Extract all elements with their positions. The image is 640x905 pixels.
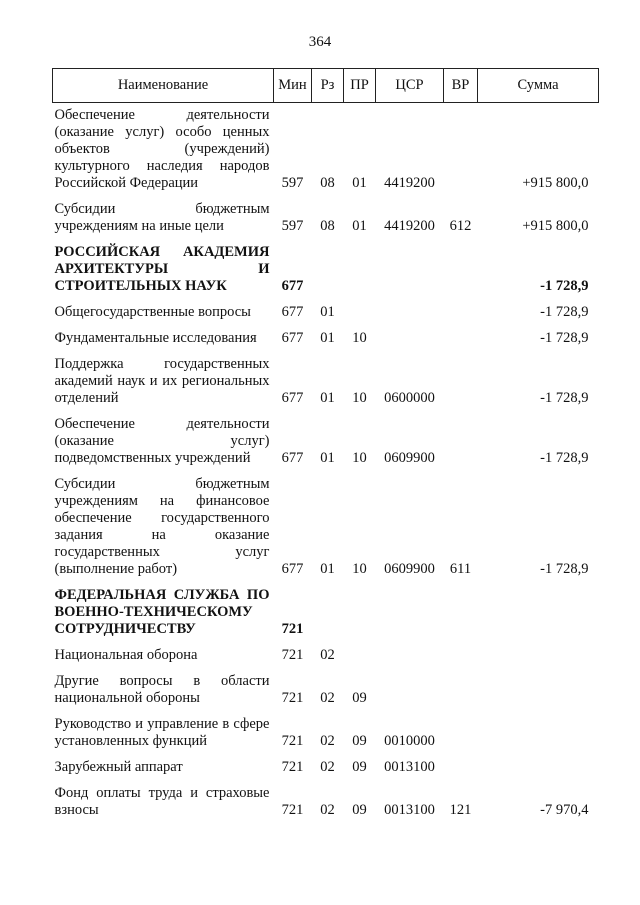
- table-header: [53, 69, 599, 103]
- cell-sum: -1 728,9: [540, 390, 589, 406]
- cell-vr: [444, 707, 478, 750]
- cell-min: 677: [281, 390, 304, 406]
- cell-rz: 01: [320, 330, 335, 346]
- cell-min: 677: [281, 450, 304, 466]
- cell-sum: -1 728,9: [540, 561, 589, 577]
- cell-sum: -7 970,4: [540, 802, 589, 818]
- cell-rz: 02: [320, 647, 335, 663]
- header-pr: ПР: [344, 69, 376, 103]
- cell-name: Фонд оплаты труда и страховые взносы: [54, 785, 270, 818]
- cell-sum: -1 728,9: [540, 278, 589, 294]
- table-row-section: [53, 235, 599, 295]
- cell-name: Другие вопросы в области национальной обороны: [54, 673, 270, 706]
- table-body: [53, 103, 599, 820]
- cell-vr: [444, 103, 478, 193]
- cell-pr: 09: [352, 733, 367, 749]
- cell-csr: 0013100: [384, 802, 435, 818]
- cell-pr: [344, 638, 376, 664]
- cell-name: ФЕДЕРАЛЬНАЯ СЛУЖБА ПО ВОЕННО-ТЕХНИЧЕСКОМУ СОТРУДНИЧЕСТВУ: [54, 587, 270, 637]
- cell-csr: [376, 295, 444, 321]
- cell-rz: 01: [320, 304, 335, 320]
- cell-vr: [444, 578, 478, 638]
- cell-csr: [376, 578, 444, 638]
- cell-name: Субсидии бюджетным учреждениям на иные цели: [54, 201, 270, 234]
- cell-csr: 0609900: [384, 450, 435, 466]
- cell-vr: [444, 321, 478, 347]
- cell-min: 677: [281, 561, 304, 577]
- cell-min: 677: [281, 278, 304, 294]
- cell-rz: 02: [320, 690, 335, 706]
- cell-sum: [478, 750, 599, 776]
- cell-min: 721: [281, 647, 304, 663]
- cell-vr: [444, 638, 478, 664]
- cell-vr: [444, 664, 478, 707]
- cell-csr: 0600000: [384, 390, 435, 406]
- cell-name: Поддержка государственных академий наук и их региональных отделений: [54, 356, 270, 406]
- cell-csr: [376, 321, 444, 347]
- cell-csr: 0609900: [384, 561, 435, 577]
- table-row: [53, 295, 599, 321]
- cell-sum: -1 728,9: [540, 450, 589, 466]
- cell-pr: [344, 578, 376, 638]
- cell-sum: [478, 664, 599, 707]
- cell-sum: [478, 707, 599, 750]
- cell-sum: -1 728,9: [540, 330, 589, 346]
- cell-rz: 02: [320, 759, 335, 775]
- cell-sum: -1 728,9: [540, 304, 589, 320]
- table-row: [53, 321, 599, 347]
- cell-min: 721: [281, 621, 304, 637]
- table-row: [53, 707, 599, 750]
- cell-rz: [312, 578, 344, 638]
- table-row: [53, 407, 599, 467]
- cell-rz: 01: [320, 390, 335, 406]
- table-row: [53, 467, 599, 578]
- cell-name: Зарубежный аппарат: [54, 759, 183, 775]
- table-row: [53, 776, 599, 819]
- cell-vr: [444, 347, 478, 407]
- cell-rz: 01: [320, 561, 335, 577]
- cell-min: 721: [281, 759, 304, 775]
- cell-name: Руководство и управление в сфере установленных функций: [54, 716, 270, 749]
- cell-pr: 01: [352, 175, 367, 191]
- cell-pr: 09: [352, 690, 367, 706]
- table-row: [53, 192, 599, 235]
- header-name: Наименование: [53, 69, 274, 103]
- cell-rz: [312, 235, 344, 295]
- header-vr: ВР: [444, 69, 478, 103]
- cell-min: 597: [281, 218, 304, 234]
- cell-csr: 4419200: [384, 218, 435, 234]
- cell-vr: 121: [449, 802, 472, 818]
- header-csr: ЦСР: [376, 69, 444, 103]
- cell-vr: [444, 407, 478, 467]
- cell-rz: 02: [320, 802, 335, 818]
- budget-table: [52, 68, 599, 819]
- cell-name: Обеспечение деятельности (оказание услуг) особо ценных объектов (учреждений) культурного наследия народов Российской Федерации: [54, 107, 270, 191]
- cell-min: 677: [281, 330, 304, 346]
- table-row: [53, 347, 599, 407]
- cell-pr: [344, 235, 376, 295]
- cell-pr: 10: [352, 390, 367, 406]
- cell-csr: 0010000: [384, 733, 435, 749]
- cell-pr: 09: [352, 802, 367, 818]
- cell-vr: 611: [449, 561, 472, 577]
- cell-vr: [444, 295, 478, 321]
- cell-vr: 612: [449, 218, 472, 234]
- table-row: [53, 664, 599, 707]
- cell-csr: [376, 235, 444, 295]
- cell-min: 721: [281, 690, 304, 706]
- cell-min: 721: [281, 733, 304, 749]
- cell-name: Субсидии бюджетным учреждениям на финансовое обеспечение государственного задания на оказание государственных услуг (выполнение работ): [54, 476, 270, 577]
- cell-name: Обеспечение деятельности (оказание услуг) подведомственных учреждений: [54, 416, 270, 466]
- cell-rz: 08: [320, 218, 335, 234]
- cell-pr: [344, 295, 376, 321]
- cell-pr: 10: [352, 450, 367, 466]
- cell-rz: 02: [320, 733, 335, 749]
- cell-name: РОССИЙСКАЯ АКАДЕМИЯ АРХИТЕКТУРЫ И СТРОИТЕЛЬНЫХ НАУК: [54, 244, 270, 294]
- cell-name: Фундаментальные исследования: [54, 330, 257, 346]
- cell-pr: 10: [352, 561, 367, 577]
- cell-rz: 08: [320, 175, 335, 191]
- cell-min: 597: [281, 175, 304, 191]
- header-min: Мин: [274, 69, 312, 103]
- table-row-section: [53, 578, 599, 638]
- header-rz: Рз: [312, 69, 344, 103]
- table-row: [53, 750, 599, 776]
- cell-min: 677: [281, 304, 304, 320]
- cell-pr: 01: [352, 218, 367, 234]
- cell-pr: 09: [352, 759, 367, 775]
- cell-csr: 0013100: [384, 759, 435, 775]
- cell-rz: 01: [320, 450, 335, 466]
- cell-vr: [444, 750, 478, 776]
- cell-vr: [444, 235, 478, 295]
- cell-name: Национальная оборона: [54, 647, 198, 663]
- table-row: [53, 103, 599, 193]
- cell-csr: [376, 664, 444, 707]
- cell-sum: [478, 578, 599, 638]
- cell-min: 721: [281, 802, 304, 818]
- cell-sum: +915 800,0: [522, 175, 589, 191]
- cell-csr: [376, 638, 444, 664]
- cell-csr: 4419200: [384, 175, 435, 191]
- header-sum: Сумма: [478, 69, 599, 103]
- cell-pr: 10: [352, 330, 367, 346]
- cell-name: Общегосударственные вопросы: [54, 304, 251, 320]
- page-number: 364: [308, 34, 332, 50]
- table-row: [53, 638, 599, 664]
- cell-sum: [478, 638, 599, 664]
- cell-sum: +915 800,0: [522, 218, 589, 234]
